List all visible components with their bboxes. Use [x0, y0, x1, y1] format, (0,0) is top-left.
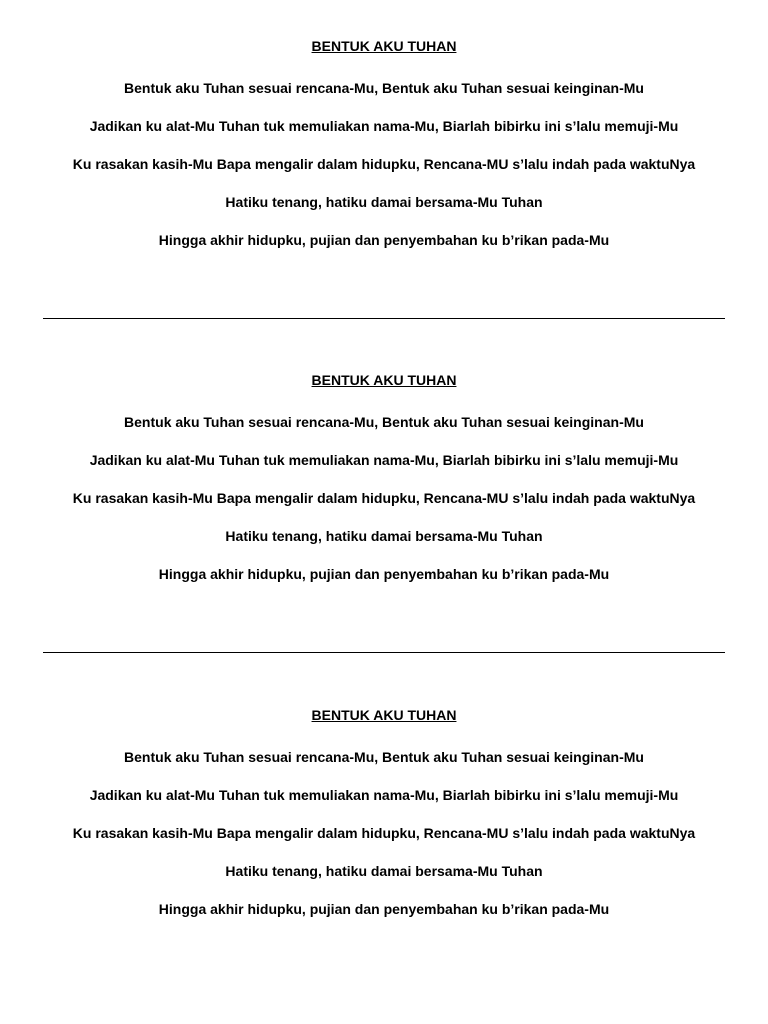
song-title: BENTUK AKU TUHAN	[311, 707, 457, 723]
lyric-line-5: Hingga akhir hidupku, pujian dan penyembahan ku b’rikan pada-Mu	[158, 566, 610, 582]
lyric-line-4: Hatiku tenang, hatiku damai bersama-Mu Tuhan	[225, 863, 543, 879]
lyric-line-3: Ku rasakan kasih-Mu Bapa mengalir dalam hidupku, Rencana-MU s’lalu indah pada waktuNya	[72, 156, 696, 172]
lyric-line-1: Bentuk aku Tuhan sesuai rencana-Mu, Bentuk aku Tuhan sesuai keinginan-Mu	[124, 80, 644, 96]
lyric-line-2: Jadikan ku alat-Mu Tuhan tuk memuliakan nama-Mu, Biarlah bibirku ini s’lalu memuji-Mu	[89, 787, 679, 803]
song-title: BENTUK AKU TUHAN	[311, 372, 457, 388]
lyric-line-1: Bentuk aku Tuhan sesuai rencana-Mu, Bentuk aku Tuhan sesuai keinginan-Mu	[124, 414, 644, 430]
lyrics-section-1	[0, 37, 768, 265]
song-title: BENTUK AKU TUHAN	[311, 38, 457, 54]
lyric-line-5: Hingga akhir hidupku, pujian dan penyembahan ku b’rikan pada-Mu	[158, 901, 610, 917]
lyric-line-4: Hatiku tenang, hatiku damai bersama-Mu Tuhan	[225, 194, 543, 210]
lyrics-section-3	[0, 706, 768, 934]
lyric-line-3: Ku rasakan kasih-Mu Bapa mengalir dalam hidupku, Rencana-MU s’lalu indah pada waktuNya	[72, 825, 696, 841]
section-divider	[43, 652, 725, 653]
lyric-line-5: Hingga akhir hidupku, pujian dan penyembahan ku b’rikan pada-Mu	[158, 232, 610, 248]
lyric-line-1: Bentuk aku Tuhan sesuai rencana-Mu, Bentuk aku Tuhan sesuai keinginan-Mu	[124, 749, 644, 765]
section-divider	[43, 318, 725, 319]
lyrics-section-2	[0, 371, 768, 599]
lyric-line-3: Ku rasakan kasih-Mu Bapa mengalir dalam hidupku, Rencana-MU s’lalu indah pada waktuNya	[72, 490, 696, 506]
lyric-line-4: Hatiku tenang, hatiku damai bersama-Mu Tuhan	[225, 528, 543, 544]
lyric-line-2: Jadikan ku alat-Mu Tuhan tuk memuliakan nama-Mu, Biarlah bibirku ini s’lalu memuji-Mu	[89, 118, 679, 134]
lyric-line-2: Jadikan ku alat-Mu Tuhan tuk memuliakan nama-Mu, Biarlah bibirku ini s’lalu memuji-Mu	[89, 452, 679, 468]
